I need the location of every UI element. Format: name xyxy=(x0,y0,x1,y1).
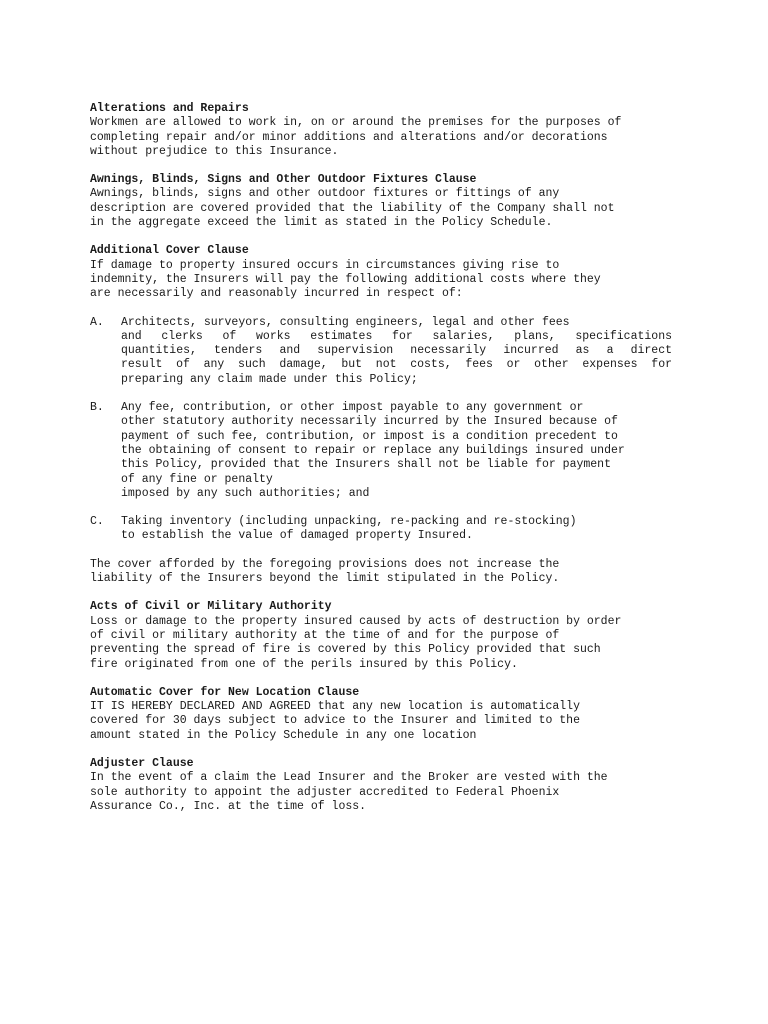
body-line: Any fee, contribution, or other impost payable to any government or xyxy=(121,401,584,415)
additional-cover-closing xyxy=(90,558,690,587)
body-line: liability of the Insurers beyond the limit stipulated in the Policy. xyxy=(90,572,560,586)
section-additional-cover-clause xyxy=(90,244,690,301)
body-line: Taking inventory (including unpacking, re-packing and re-stocking) xyxy=(121,515,577,529)
body-line: and clerks of works estimates for salaries, plans, specifications xyxy=(121,329,672,343)
body-line: covered for 30 days subject to advice to the Insurer and limited to the xyxy=(90,714,580,728)
body-line: result of any such damage, but not costs, fees or other expenses for xyxy=(121,358,672,372)
list-item-body xyxy=(121,515,672,544)
body-line: are necessarily and reasonably incurred in respect of: xyxy=(90,287,463,301)
body-line: Loss or damage to the property insured caused by acts of destruction by order xyxy=(90,614,622,628)
body-line: other statutory authority necessarily incurred by the Insured because of xyxy=(121,415,618,429)
section-heading: Additional Cover Clause xyxy=(90,244,249,258)
section-heading: Alterations and Repairs xyxy=(90,102,249,115)
section-acts-of-civil-or-military-authority xyxy=(90,600,690,671)
section-awnings-clause xyxy=(90,173,690,230)
body-line: the obtaining of consent to repair or replace any buildings insured under xyxy=(121,443,625,457)
body-line: completing repair and/or minor additions and alterations and/or decorations xyxy=(90,130,608,144)
body-line: description are covered provided that the liability of the Company shall not xyxy=(90,201,615,215)
body-line: this Policy, provided that the Insurers shall not be liable for payment xyxy=(121,458,611,472)
body-line: of any fine or penalty xyxy=(121,472,273,486)
body-line: Assurance Co., Inc. at the time of loss. xyxy=(90,799,367,813)
list-item-label: C. xyxy=(90,515,104,529)
body-line: of civil or military authority at the time of and for the purpose of xyxy=(90,628,560,642)
body-line: Architects, surveyors, consulting engineers, legal and other fees xyxy=(121,315,570,329)
body-line: payment of such fee, contribution, or impost is a condition precedent to xyxy=(121,429,618,443)
section-heading: Awnings, Blinds, Signs and Other Outdoor Fixtures Clause xyxy=(90,173,477,187)
body-line: imposed by any such authorities; and xyxy=(121,486,370,500)
list-item-c xyxy=(90,515,690,544)
body-line: preparing any claim made under this Policy; xyxy=(121,372,418,386)
body-line: If damage to property insured occurs in circumstances giving rise to xyxy=(90,258,560,272)
section-alterations-and-repairs xyxy=(90,102,690,159)
body-line: In the event of a claim the Lead Insurer and the Broker are vested with the xyxy=(90,771,608,785)
body-line: indemnity, the Insurers will pay the following additional costs where they xyxy=(90,272,601,286)
list-item-label: A. xyxy=(90,315,104,329)
body-line: amount stated in the Policy Schedule in any one location xyxy=(90,728,477,742)
body-line: quantities, tenders and supervision necessarily incurred as a direct xyxy=(121,344,672,358)
section-automatic-cover-new-location xyxy=(90,686,690,743)
list-item-label: B. xyxy=(90,401,104,415)
body-line: preventing the spread of fire is covered by this Policy provided that such xyxy=(90,643,601,657)
list-item-b xyxy=(90,401,690,501)
section-heading: Acts of Civil or Military Authority xyxy=(90,600,332,614)
body-line: Awnings, blinds, signs and other outdoor fixtures or fittings of any xyxy=(90,187,560,201)
body-line: fire originated from one of the perils insured by this Policy. xyxy=(90,657,518,671)
document-page xyxy=(90,102,690,828)
body-line: Workmen are allowed to work in, on or around the premises for the purposes of xyxy=(90,116,622,130)
body-line: to establish the value of damaged property Insured. xyxy=(121,529,473,543)
section-adjuster-clause xyxy=(90,757,690,814)
body-line: in the aggregate exceed the limit as stated in the Policy Schedule. xyxy=(90,216,553,230)
list-item-body xyxy=(121,401,672,501)
list-item-body xyxy=(121,316,672,387)
body-line: The cover afforded by the foregoing provisions does not increase the xyxy=(90,557,560,571)
body-line: IT IS HEREBY DECLARED AND AGREED that any new location is automatically xyxy=(90,700,580,714)
section-heading: Automatic Cover for New Location Clause xyxy=(90,685,360,699)
body-line: without prejudice to this Insurance. xyxy=(90,144,339,158)
list-item-a xyxy=(90,316,690,387)
section-heading: Adjuster Clause xyxy=(90,756,194,770)
body-line: sole authority to appoint the adjuster accredited to Federal Phoenix xyxy=(90,785,560,799)
